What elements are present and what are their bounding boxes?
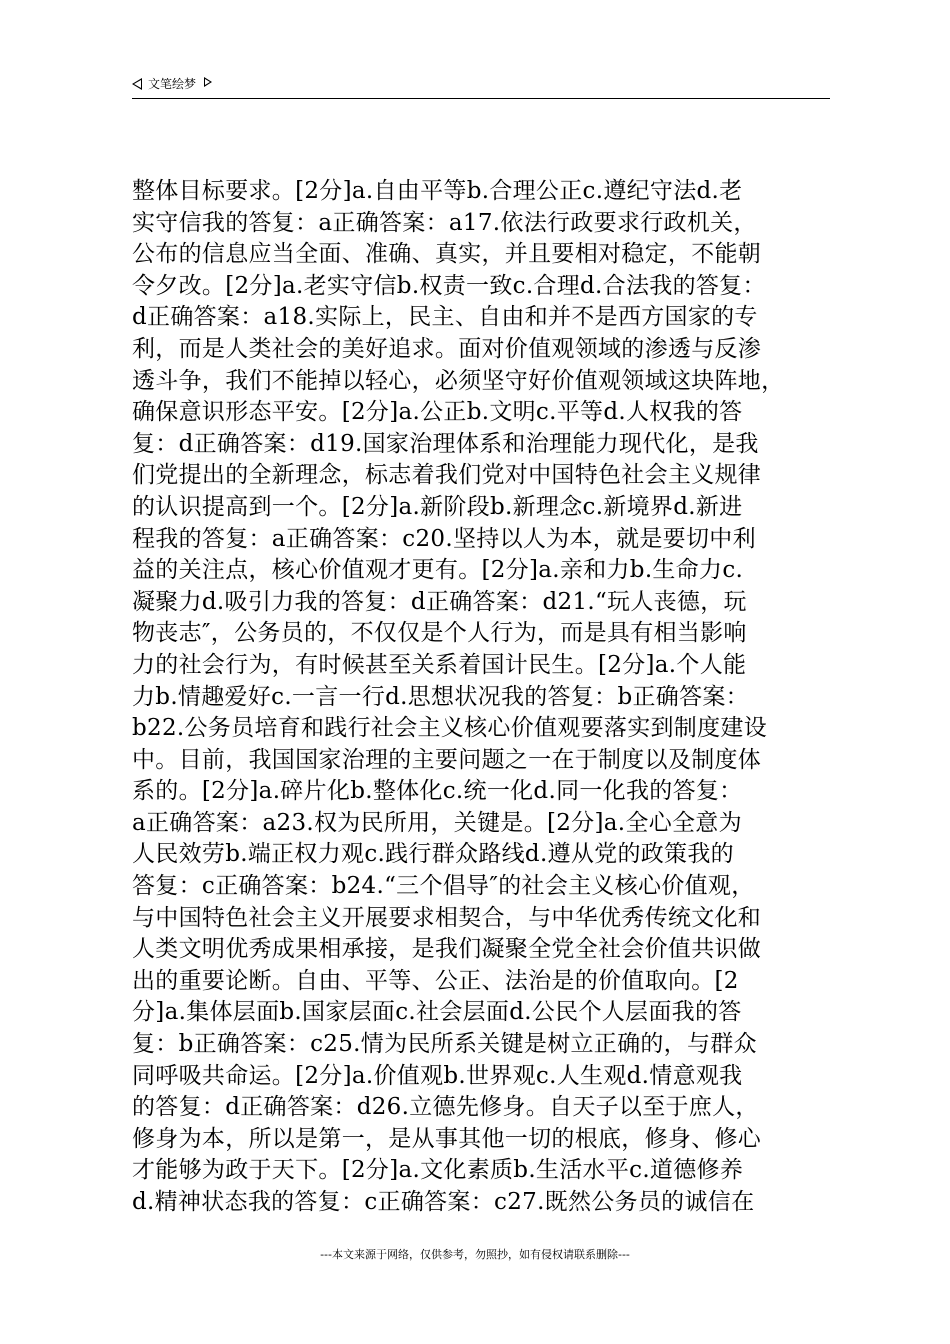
text-line: 答复：c正确答案：b24.“三个倡导″的社会主义核心价值观， xyxy=(132,873,755,900)
text-line: 同呼吸共命运。[2分]a.价值观b.世界观c.人生观d.情意观我 xyxy=(132,1062,743,1089)
text-line: 透斗争，我们不能掉以轻心，必须坚守好价值观领域这块阵地， xyxy=(132,367,785,394)
page-header xyxy=(132,76,830,99)
text-line: 力的社会行为，有时候甚至关系着国计民生。[2分]a.个人能 xyxy=(132,651,747,678)
text-line: 利，而是人类社会的美好追求。面对价值观领域的渗透与反渗 xyxy=(132,335,762,362)
text-line: 公布的信息应当全面、准确、真实，并且要相对稳定，不能朝 xyxy=(132,241,762,268)
text-line: 的答复：d正确答案：d26.立德先修身。自天子以至于庶人， xyxy=(132,1094,759,1121)
text-line: 们党提出的全新理念，标志着我们党对中国特色社会主义规律 xyxy=(132,462,762,489)
text-line: 出的重要论断。自由、平等、公正、法治是的价值取向。[2 xyxy=(132,967,739,994)
text-line: 系的。[2分]a.碎片化b.整体化c.统一化d.同一化我的答复： xyxy=(132,778,743,805)
text-line: a正确答案：a23.权为民所用，关键是。[2分]a.全心全意为 xyxy=(132,809,742,836)
text-line: 力b.情趣爱好c.一言一行d.思想状况我的答复：b正确答案： xyxy=(132,683,749,710)
text-line: 与中国特色社会主义开展要求相契合，与中华优秀传统文化和 xyxy=(132,904,762,931)
text-line: d.精神状态我的答复：c正确答案：c27.既然公务员的诚信在 xyxy=(132,1189,755,1215)
text-line: 的认识提高到一个。[2分]a.新阶段b.新理念c.新境界d.新进 xyxy=(132,493,743,520)
triangle-right-icon xyxy=(204,77,212,87)
page-footer-disclaimer: ---本文来源于网络，仅供参考，勿照抄，如有侵权请联系删除--- xyxy=(320,1248,630,1261)
text-line: 整体目标要求。[2分]a.自由平等b.合理公正c.遵纪守法d.老 xyxy=(132,178,743,204)
text-line: 益的关注点，核心价值观才更有。[2分]a.亲和力b.生命力c. xyxy=(132,557,744,584)
brand-text: 文笔绘梦 xyxy=(148,77,197,91)
text-line: 程我的答复：a正确答案：c20.坚持以人为本，就是要切中利 xyxy=(132,525,756,552)
text-line: 人民效劳b.端正权力观c.践行群众路线d.遵从党的政策我的 xyxy=(132,841,734,868)
text-line: 复：d正确答案：d19.国家治理体系和治理能力现代化，是我 xyxy=(132,430,759,457)
triangle-left-icon xyxy=(132,78,142,90)
text-line: 才能够为政于天下。[2分]a.文化素质b.生活水平c.道德修养 xyxy=(132,1157,744,1184)
text-line: 中。目前，我国国家治理的主要问题之一在于制度以及制度体 xyxy=(132,746,762,773)
text-line: 修身为本，所以是第一，是从事其他一切的根底，修身、修心 xyxy=(132,1125,762,1152)
text-line: 人类文明优秀成果相承接，是我们凝聚全党全社会价值共识做 xyxy=(132,936,762,963)
text-line: 分]a.集体层面b.国家层面c.社会层面d.公民个人层面我的答 xyxy=(132,999,742,1026)
text-line: 令夕改。[2分]a.老实守信b.权责一致c.合理d.合法我的答复： xyxy=(132,272,766,299)
text-line: b22.公务员培育和践行社会主义核心价值观要落实到制度建设 xyxy=(132,715,768,742)
text-line: 实守信我的答复：a正确答案：a17.依法行政要求行政机关， xyxy=(132,209,757,236)
text-line: 凝聚力d.吸引力我的答复：d正确答案：d21.“玩人丧德，玩 xyxy=(132,588,747,615)
text-line: d正确答案：a18.实际上，民主、自由和并不是西方国家的专 xyxy=(132,304,758,331)
text-line: 确保意识形态平安。[2分]a.公正b.文明c.平等d.人权我的答 xyxy=(132,399,743,426)
text-line: 物丧志″，公务员的，不仅仅是个人行为，而是具有相当影响 xyxy=(132,620,747,647)
document-body xyxy=(132,176,832,1219)
header-brand xyxy=(132,76,212,92)
text-line: 复：b正确答案：c25.情为民所系关键是树立正确的，与群众 xyxy=(132,1031,757,1058)
